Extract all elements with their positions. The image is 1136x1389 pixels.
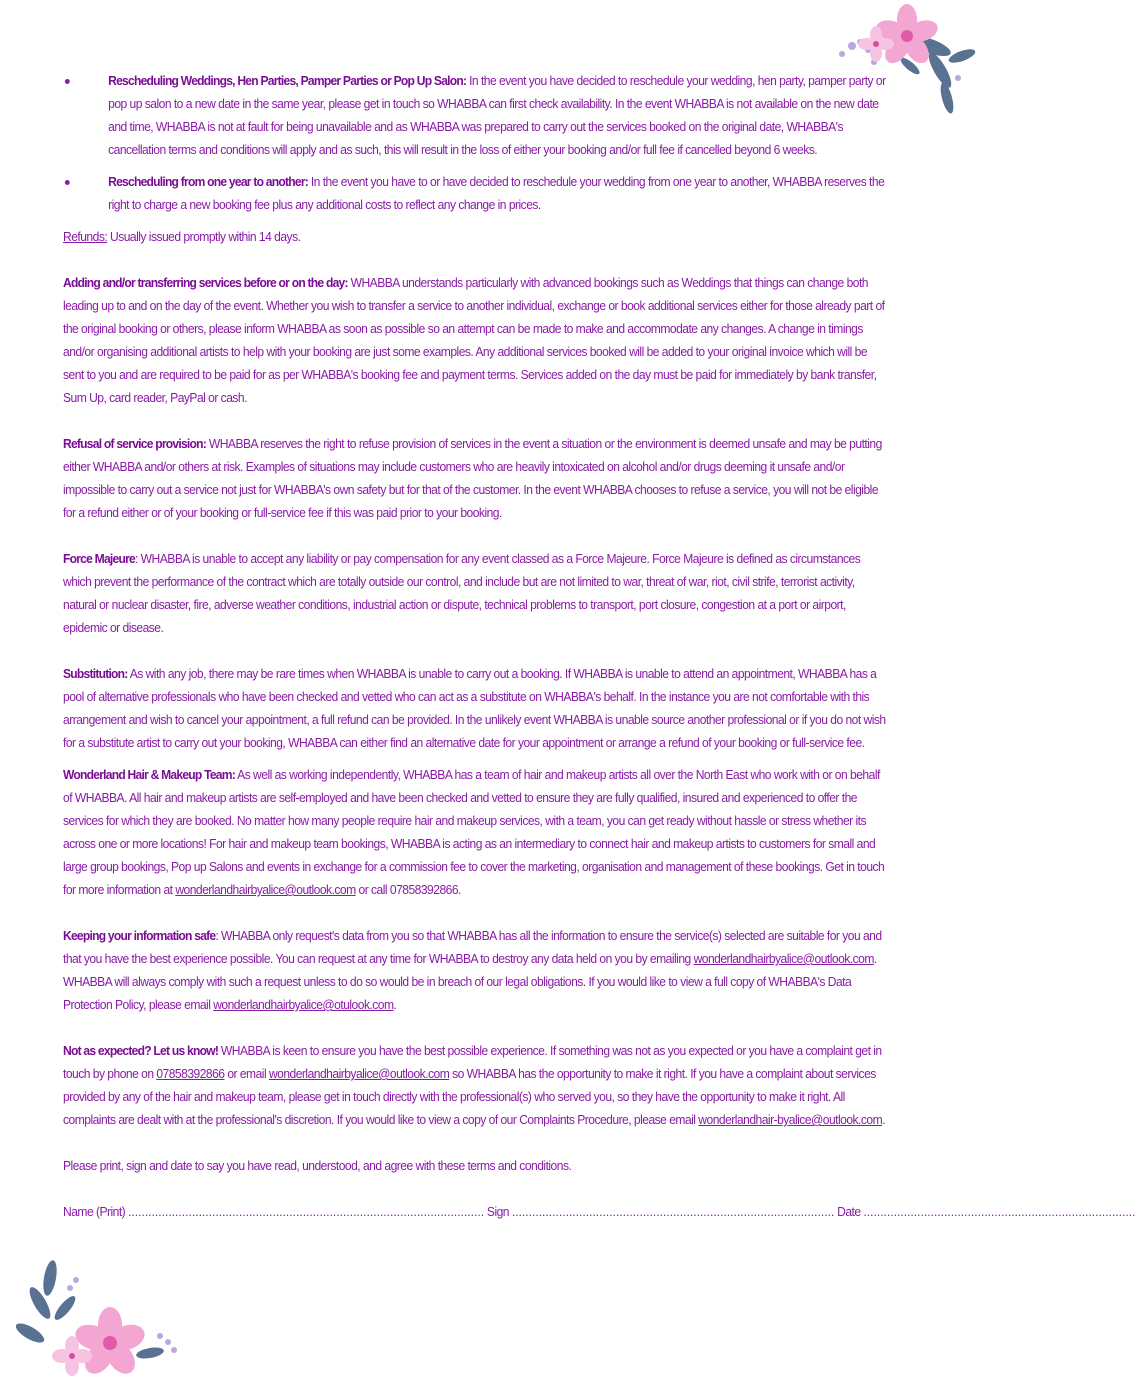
section-text: or call 07858392866. xyxy=(355,883,461,897)
email-link[interactable]: wonderlandhairbyalice@outlook.com xyxy=(268,1067,450,1081)
section-heading: Force Majeure xyxy=(63,552,135,566)
date-label: Date xyxy=(834,1205,864,1219)
section-heading: Not as expected? Let us know! xyxy=(63,1044,219,1058)
signature-line xyxy=(63,1201,1136,1224)
adding-services-section xyxy=(63,272,889,410)
section-heading: Rescheduling Weddings, Hen Parties, Pamper Parties or Pop Up Salon: xyxy=(108,74,467,88)
terms-document xyxy=(63,70,1136,1224)
section-text: . xyxy=(882,1113,885,1127)
sign-label: Sign xyxy=(484,1205,512,1219)
list-item xyxy=(63,171,889,217)
substitution-section xyxy=(63,663,889,755)
rescheduling-list xyxy=(63,70,889,217)
section-text: . WHABBA will always comply with such a request unless to do so would be in breach of our legal obligations. If you would like to view a full copy of WHABBA's Data Protection Policy, please email xyxy=(63,952,877,1012)
name-label: Name (Print) xyxy=(63,1205,129,1219)
section-text: : WHABBA only request's data from you so that WHABBA has all the information to ensure the service(s) selected are suitable for you and that you have the best experience possible. You can request at any time for WHABBA to destroy any data held on you by emailing xyxy=(63,929,882,966)
section-text: WHABBA understands particularly with advanced bookings such as Weddings that things can change both leading up to and on the day of the event. Whether you wish to transfer a service to another individual, exchange or book additional services either for those already part of the original booking or others, please inform WHABBA as soon as possible so an attempt can be made to make and accommodate any changes. A change in timings and/or organising additional artists to help with your booking are just some examples. Any additional services booked will be added to your original invoice which will be sent to you and are required to be paid for as per WHABBA's booking fee and payment terms. Services added on the day must be paid for immediately by bank transfer, Sum Up, card reader, PayPal or cash. xyxy=(63,276,885,405)
refunds-label: Refunds: xyxy=(63,230,108,244)
section-text: or email xyxy=(224,1067,269,1081)
sign-field[interactable]: ................................................................................................ xyxy=(511,1205,835,1219)
refusal-section xyxy=(63,433,889,525)
section-text: In the event you have to or have decided to reschedule your wedding from one year to another, WHABBA reserves the right to charge a new booking fee plus any additional costs to reflect any change in prices. xyxy=(108,175,885,212)
force-majeure-section xyxy=(63,548,889,640)
section-text: WHABBA reserves the right to refuse provision of services in the event a situation or the environment is deemed unsafe and may be putting either WHABBA and/or others at risk. Examples of situations may include customers who are heavily intoxicated on alcohol and/or drugs deeming it unsafe and/or impossible to carry out a service not just for WHABBA's own safety but for that of the customer. In the event WHABBA chooses to refuse a service, you will not be eligible for a refund either or of your booking or full-service fee if this was paid prior to your booking. xyxy=(63,437,882,520)
section-heading: Substitution: xyxy=(63,667,128,681)
section-text: so WHABBA has the opportunity to make it right. If you have a complaint about services provided by any of the hair and makeup team, please get in touch directly with the professional(s) who served you, so they have the opportunity to make it right. All complaints are dealt with at the professional's discretion. If you would like to view a copy of our Complaints Procedure, please email xyxy=(63,1067,876,1127)
email-link[interactable]: wonderlandhairbyalice@outlook.com xyxy=(175,883,356,897)
email-link[interactable]: wonderlandhair-byalice@outlook.com xyxy=(698,1113,883,1127)
refunds-section xyxy=(63,226,889,249)
refunds-text: Usually issued promptly within 14 days. xyxy=(107,230,301,244)
phone-link[interactable]: 07858392866 xyxy=(156,1067,225,1081)
floral-corner-bottom-left xyxy=(10,1258,185,1383)
section-text: In the event you have decided to reschedule your wedding, hen party, pamper party or pop up salon to a new date in the same year, please get in touch so WHABBA can first check availability. In the event WHABBA is not available on the new date and time, WHABBA is not at fault for being unavailable and as WHABBA was prepared to carry out the services booked on the original date, WHABBA's cancellation terms and conditions will apply and as such, this will result in the loss of either your booking and/or full fee if cancelled beyond 6 weeks. xyxy=(108,74,886,157)
section-text: : WHABBA is unable to accept any liability or pay compensation for any event classed as a Force Majeure. Force Majeure is defined as circumstances which prevent the performance of the contract which are totally outside our control, and include but are not limited to war, threat of war, riot, civil strife, terrorist activity, natural or nuclear disaster, fire, adverse weather conditions, industrial action or dispute, technical problems to transport, port closure, congestion at a port or airport, epidemic or disease. xyxy=(63,552,861,635)
team-section xyxy=(63,764,889,902)
pink-flower xyxy=(72,1307,148,1379)
complaints-section xyxy=(63,1040,889,1132)
email-link[interactable]: wonderlandhairbyalice@outlook.com xyxy=(693,952,874,966)
section-text: WHABBA is keen to ensure you have the best possible experience. If something was not as you expected or you have a complaint get in touch by phone on xyxy=(63,1044,882,1081)
information-safe-section xyxy=(63,925,889,1017)
list-item xyxy=(63,70,889,162)
section-heading: Rescheduling from one year to another: xyxy=(108,175,309,189)
section-text: . xyxy=(393,998,397,1012)
closing-statement: Please print, sign and date to say you have read, understood, and agree with these terms and conditions. xyxy=(63,1159,572,1173)
section-heading: Refusal of service provision: xyxy=(63,437,207,451)
section-heading: Wonderland Hair & Makeup Team: xyxy=(63,768,236,782)
name-field[interactable]: .......................................................................................................... xyxy=(128,1205,485,1219)
section-text: As well as working independently, WHABBA has a team of hair and makeup artists all over the North East who work with or on behalf of WHABBA. All hair and makeup artists are self-employed and have been checked and vetted to ensure they are fully qualified, insured and experienced to offer the services for which they are booked. No matter how many people require hair and makeup services, with a team, you can get ready without hassle or stress whether its across one or more locations! For hair and makeup team bookings, WHABBA is acting as an intermediary to connect hair and makeup artists to customers for small and large group bookings, Pop up Salons and events in exchange for a commission fee to cover the marketing, organisation and management of these bookings. Get in touch for more information at xyxy=(63,768,885,897)
date-field[interactable]: ................................................................................. xyxy=(863,1205,1136,1219)
section-text: As with any job, there may be rare times when WHABBA is unable to carry out a booking. If WHABBA is unable to attend an appointment, WHABBA has a pool of alternative professionals who have been checked and vetted who can act as a substitute on WHABBA's behalf. In the instance you are not comfortable with this arrangement and wish to cancel your appointment, a full refund can be provided. In the unlikely event WHABBA is unable source another professional or if you do not wish for a substitute artist to carry out your booking, WHABBA can either find an alternative date for your appointment or arrange a refund of your booking or full-service fee. xyxy=(63,667,886,750)
section-heading: Adding and/or transferring services before or on the day: xyxy=(63,276,348,290)
email-link[interactable]: wonderlandhairbyalice@otulook.com xyxy=(213,998,394,1012)
section-heading: Keeping your information safe xyxy=(63,929,216,943)
